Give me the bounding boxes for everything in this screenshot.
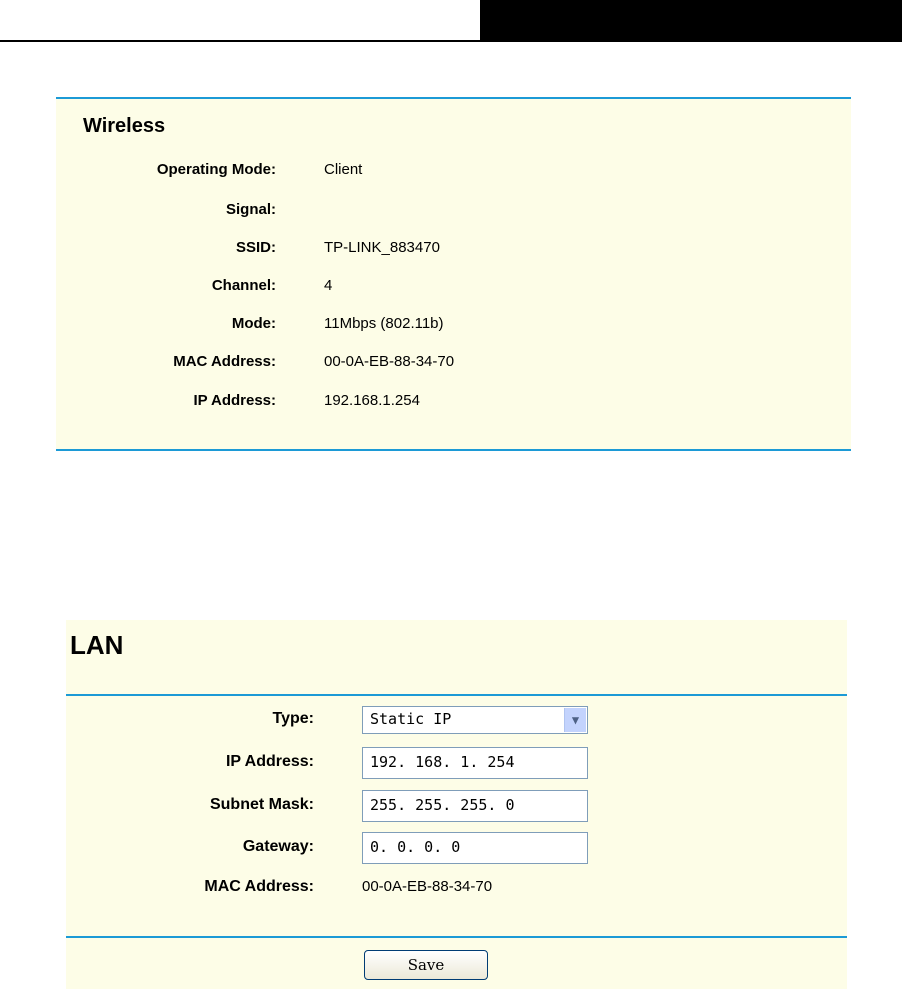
wireless-mac-label: MAC Address: xyxy=(173,353,276,370)
gateway-input[interactable]: 0. 0. 0. 0 xyxy=(362,832,588,864)
type-label: Type: xyxy=(272,710,314,727)
wireless-ip-value: 192.168.1.254 xyxy=(324,392,420,409)
wireless-row-operating-mode xyxy=(56,159,851,183)
ssid-value: TP-LINK_883470 xyxy=(324,239,440,256)
gateway-label: Gateway: xyxy=(242,838,314,855)
lan-form xyxy=(66,696,847,936)
lan-mac-label: MAC Address: xyxy=(204,878,314,895)
lan-mac-value: 00-0A-EB-88-34-70 xyxy=(362,878,493,895)
wireless-row-mac-address xyxy=(56,351,851,375)
lan-row-gateway xyxy=(66,832,847,864)
wireless-row-ssid xyxy=(56,237,851,261)
wireless-row-channel xyxy=(56,275,851,299)
header-rule xyxy=(0,40,480,42)
wireless-row-mode xyxy=(56,313,851,337)
subnet-mask-label: Subnet Mask: xyxy=(209,796,314,813)
operating-mode-value: Client xyxy=(324,161,363,178)
mode-value: 11Mbps (802.11b) xyxy=(324,315,444,332)
wireless-panel xyxy=(56,97,851,451)
lan-title: LAN xyxy=(70,630,124,660)
lan-row-mac-address xyxy=(66,872,847,904)
lan-row-type xyxy=(66,706,847,738)
wireless-row-signal xyxy=(56,199,851,223)
header-bar xyxy=(480,0,902,42)
lan-footer xyxy=(66,938,847,989)
wireless-mac-value: 00-0A-EB-88-34-70 xyxy=(324,353,455,370)
save-button[interactable]: Save xyxy=(364,950,488,980)
signal-label: Signal: xyxy=(225,201,276,218)
operating-mode-label: Operating Mode: xyxy=(156,161,276,178)
lan-header xyxy=(66,620,847,694)
chevron-down-icon[interactable]: ▼ xyxy=(564,708,586,732)
type-select-value: Static IP xyxy=(370,710,452,728)
subnet-mask-input[interactable]: 255. 255. 255. 0 xyxy=(362,790,588,822)
lan-row-subnet-mask xyxy=(66,790,847,822)
wireless-title: Wireless xyxy=(83,115,166,137)
lan-row-ip-address xyxy=(66,747,847,779)
ip-address-input[interactable]: 192. 168. 1. 254 xyxy=(362,747,588,779)
wireless-ip-label: IP Address: xyxy=(193,392,276,409)
mode-label: Mode: xyxy=(231,315,276,332)
channel-value: 4 xyxy=(324,277,333,294)
channel-label: Channel: xyxy=(211,277,276,294)
ssid-label: SSID: xyxy=(235,239,276,256)
type-select[interactable] xyxy=(362,706,588,734)
lan-ip-label: IP Address: xyxy=(225,753,314,770)
wireless-row-ip-address xyxy=(56,390,851,414)
